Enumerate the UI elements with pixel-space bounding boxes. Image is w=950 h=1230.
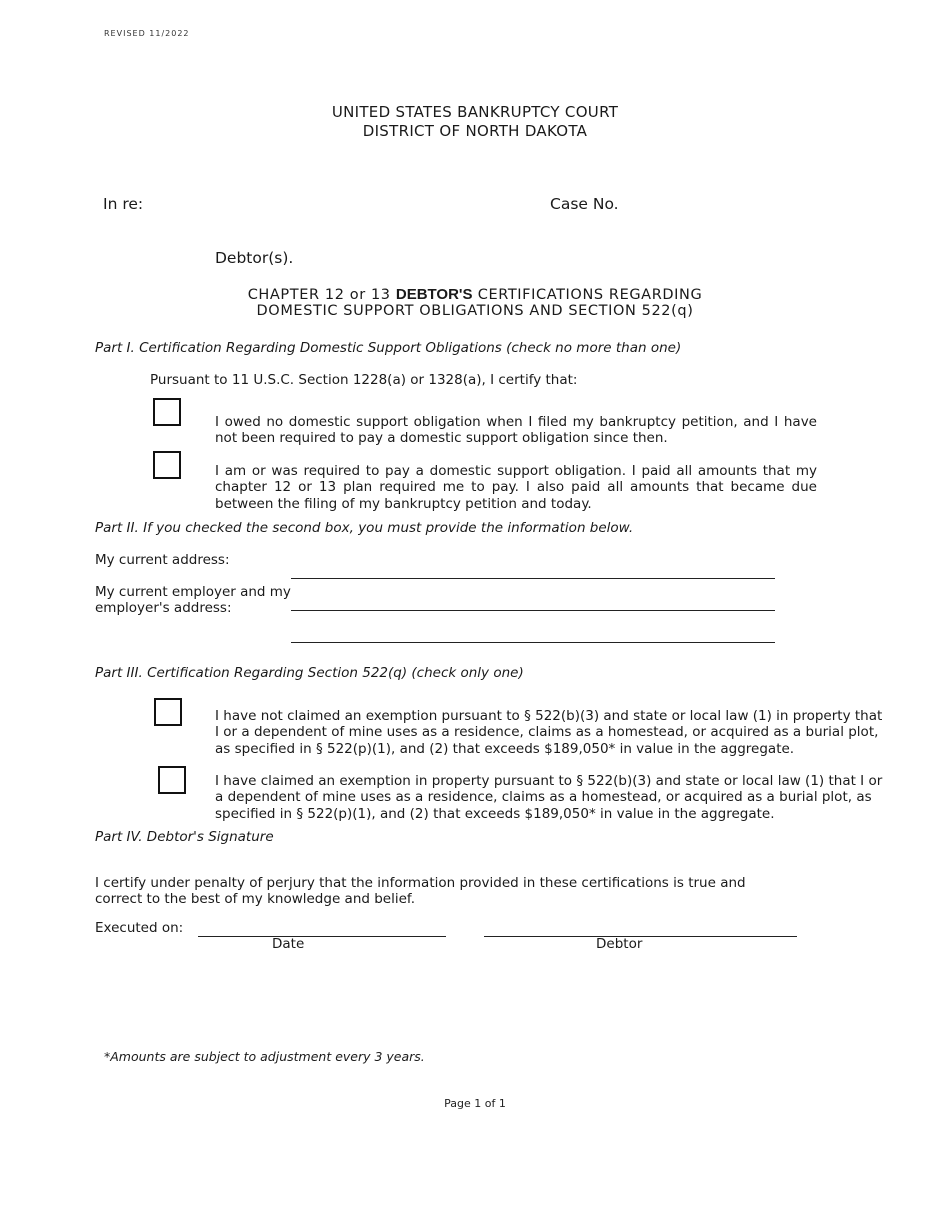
title-prefix: CHAPTER 12 or 13 (247, 287, 391, 303)
in-re-label: In re: (103, 195, 144, 213)
dso-none-checkbox[interactable] (153, 398, 181, 426)
employer-label: My current employer and my (95, 584, 291, 600)
perjury-statement: I certify under penalty of perjury that the information provided in these certifications is true and correct to the best of my knowledge and belief. (95, 874, 746, 907)
employer-address-line[interactable] (291, 642, 775, 643)
debtor-label: Debtor (596, 936, 643, 952)
current-address-line[interactable] (291, 578, 775, 579)
exemption-not-claimed-text: I have not claimed an exemption pursuant to § 522(b)(3) and state or local law (1) in property that I or a dependent of mine uses as a residence, claims as a homestead, or acquired as a burial plot, as specified in § 522(p)(1), and (2) that exceeds $189,050* in value in the aggregate. (215, 707, 883, 757)
title-suffix: CERTIFICATIONS REGARDING (477, 287, 703, 303)
current-address-label: My current address: (95, 552, 230, 568)
debtors-label: Debtor(s). (215, 249, 294, 267)
part-4-heading: Part IV. Debtor's Signature (95, 829, 274, 845)
executed-on-label: Executed on: (95, 920, 184, 936)
dso-none-text: I owed no domestic support obligation when I filed my bankruptcy petition, and I have not been required to pay a domestic support obligation since then. (215, 413, 817, 446)
exemption-claimed-checkbox[interactable] (158, 766, 186, 794)
date-label: Date (272, 936, 305, 952)
form-title-line-2: DOMESTIC SUPPORT OBLIGATIONS AND SECTION 522(q) (256, 303, 694, 319)
court-district: DISTRICT OF NORTH DAKOTA (362, 122, 588, 140)
date-signature-line[interactable] (198, 936, 446, 937)
employer-address-label: employer's address: (95, 600, 232, 616)
revised-date: REVISED 11/2022 (104, 29, 190, 38)
exemption-claimed-text: I have claimed an exemption in property pursuant to § 522(b)(3) and state or local law (1) that I or a dependent of mine uses as a residence, claims as a homestead, or acquired as a burial plot, as specified in § 522(p)(1), and (2) that exceeds $189,050* in value in the aggregate. (215, 772, 883, 822)
court-name: UNITED STATES BANKRUPTCY COURT (331, 103, 619, 121)
part-2-heading: Part II. If you checked the second box, you must provide the information below. (95, 520, 634, 536)
title-bold-debtors: DEBTOR'S (395, 286, 473, 303)
dso-paid-text: I am or was required to pay a domestic support obligation. I paid all amounts that my chapter 12 or 13 plan required me to pay. I also paid all amounts that became due between the filing of my bankruptcy petition and today. (215, 462, 817, 512)
part-3-heading: Part III. Certification Regarding Section 522(q) (check only one) (95, 665, 524, 681)
exemption-not-claimed-checkbox[interactable] (154, 698, 182, 726)
part-1-heading: Part I. Certification Regarding Domestic Support Obligations (check no more than one) (95, 340, 682, 356)
page-number: Page 1 of 1 (444, 1097, 506, 1110)
amounts-footnote: *Amounts are subject to adjustment every 3 years. (104, 1049, 425, 1064)
employer-line[interactable] (291, 610, 775, 611)
form-title-line-1 (0, 286, 950, 303)
dso-paid-checkbox[interactable] (153, 451, 181, 479)
part-1-intro: Pursuant to 11 U.S.C. Section 1228(a) or 1328(a), I certify that: (150, 372, 578, 388)
case-number-label: Case No. (550, 195, 619, 213)
